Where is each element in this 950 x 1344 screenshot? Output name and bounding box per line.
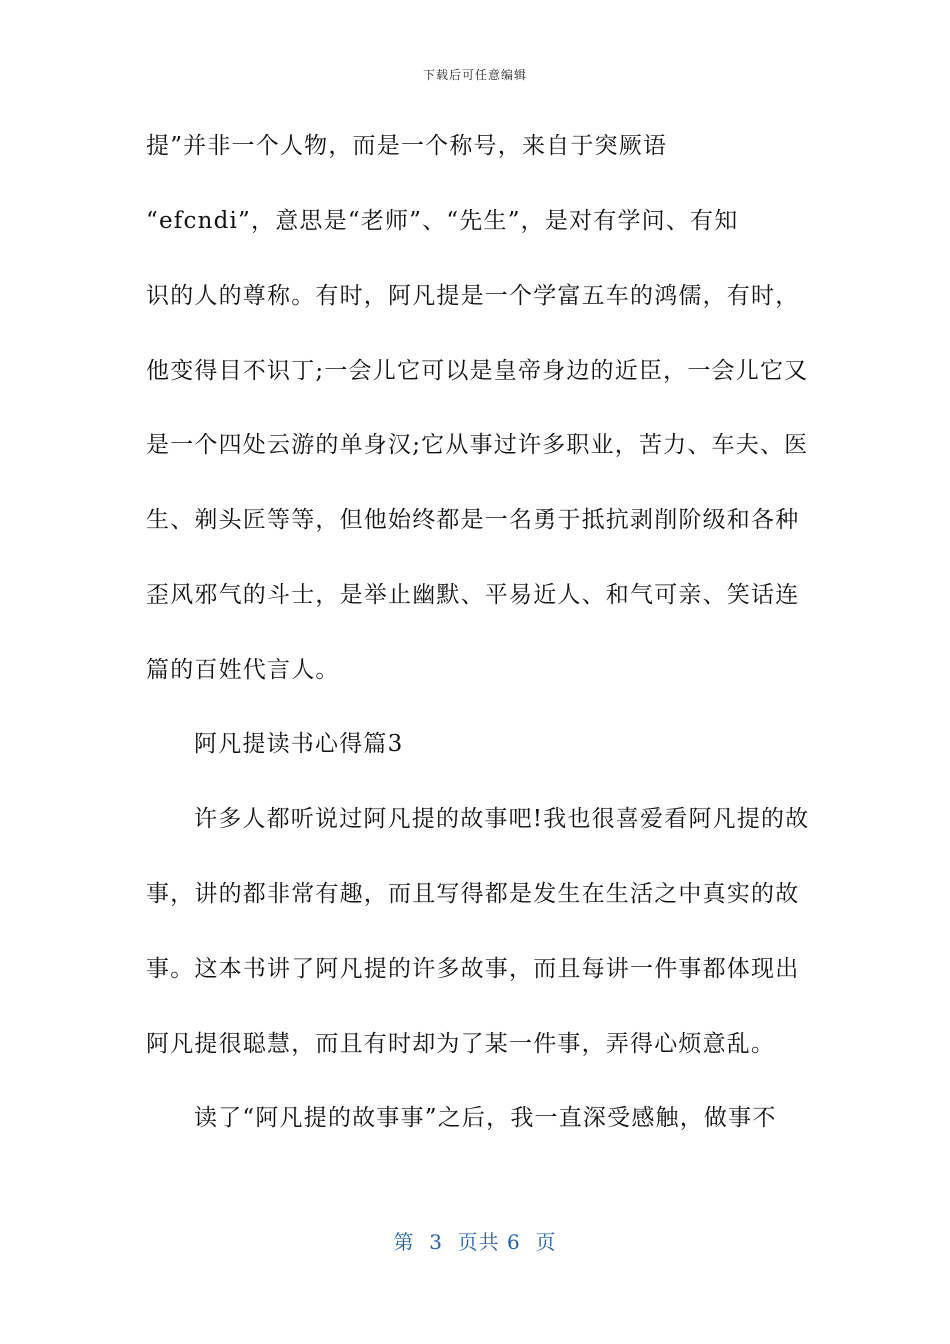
paragraph-line-12: 阿凡提很聪慧，而且有时却为了某一件事，弄得心烦意乱。: [146, 1031, 776, 1057]
paragraph-line-9: 许多人都听说过阿凡提的故事吧!我也很喜爱看阿凡提的故: [194, 806, 810, 832]
paragraph-line-7: 歪风邪气的斗士，是举止幽默、平易近人、和气可亲、笑话连: [146, 582, 800, 608]
paragraph-line-3: 识的人的尊称。有时，阿凡提是一个学富五车的鸿儒，有时，: [146, 283, 800, 309]
page-header: 下载后可任意编辑: [422, 68, 527, 82]
paragraph-line-13: 读了“阿凡提的故事事”之后，我一直深受感触，做事不: [194, 1105, 777, 1131]
page-footer: 第 3 页共 6 页: [393, 1230, 557, 1254]
paragraph-line-4: 他变得目不识丁;一会儿它可以是皇帝身边的近臣，一会儿它又: [146, 358, 809, 384]
paragraph-line-8: 篇的百姓代言人。: [146, 657, 340, 683]
paragraph-line-11: 事。这本书讲了阿凡提的许多故事，而且每讲一件事都体现出: [146, 956, 800, 982]
paragraph-line-5: 是一个四处云游的单身汉;它从事过许多职业，苦力、车夫、医: [146, 432, 809, 458]
paragraph-line-1: 提”并非一个人物，而是一个称号，来自于突厥语: [146, 133, 668, 159]
section-heading: 阿凡提读书心得篇3: [194, 731, 404, 757]
paragraph-line-6: 生、剃头匠等等，但他始终都是一名勇于抵抗剥削阶级和各种: [146, 507, 800, 533]
paragraph-line-2: “efcndi”，意思是“老师”、“先生”，是对有学问、有知: [146, 208, 739, 234]
paragraph-line-10: 事，讲的都非常有趣，而且写得都是发生在生活之中真实的故: [146, 881, 800, 907]
